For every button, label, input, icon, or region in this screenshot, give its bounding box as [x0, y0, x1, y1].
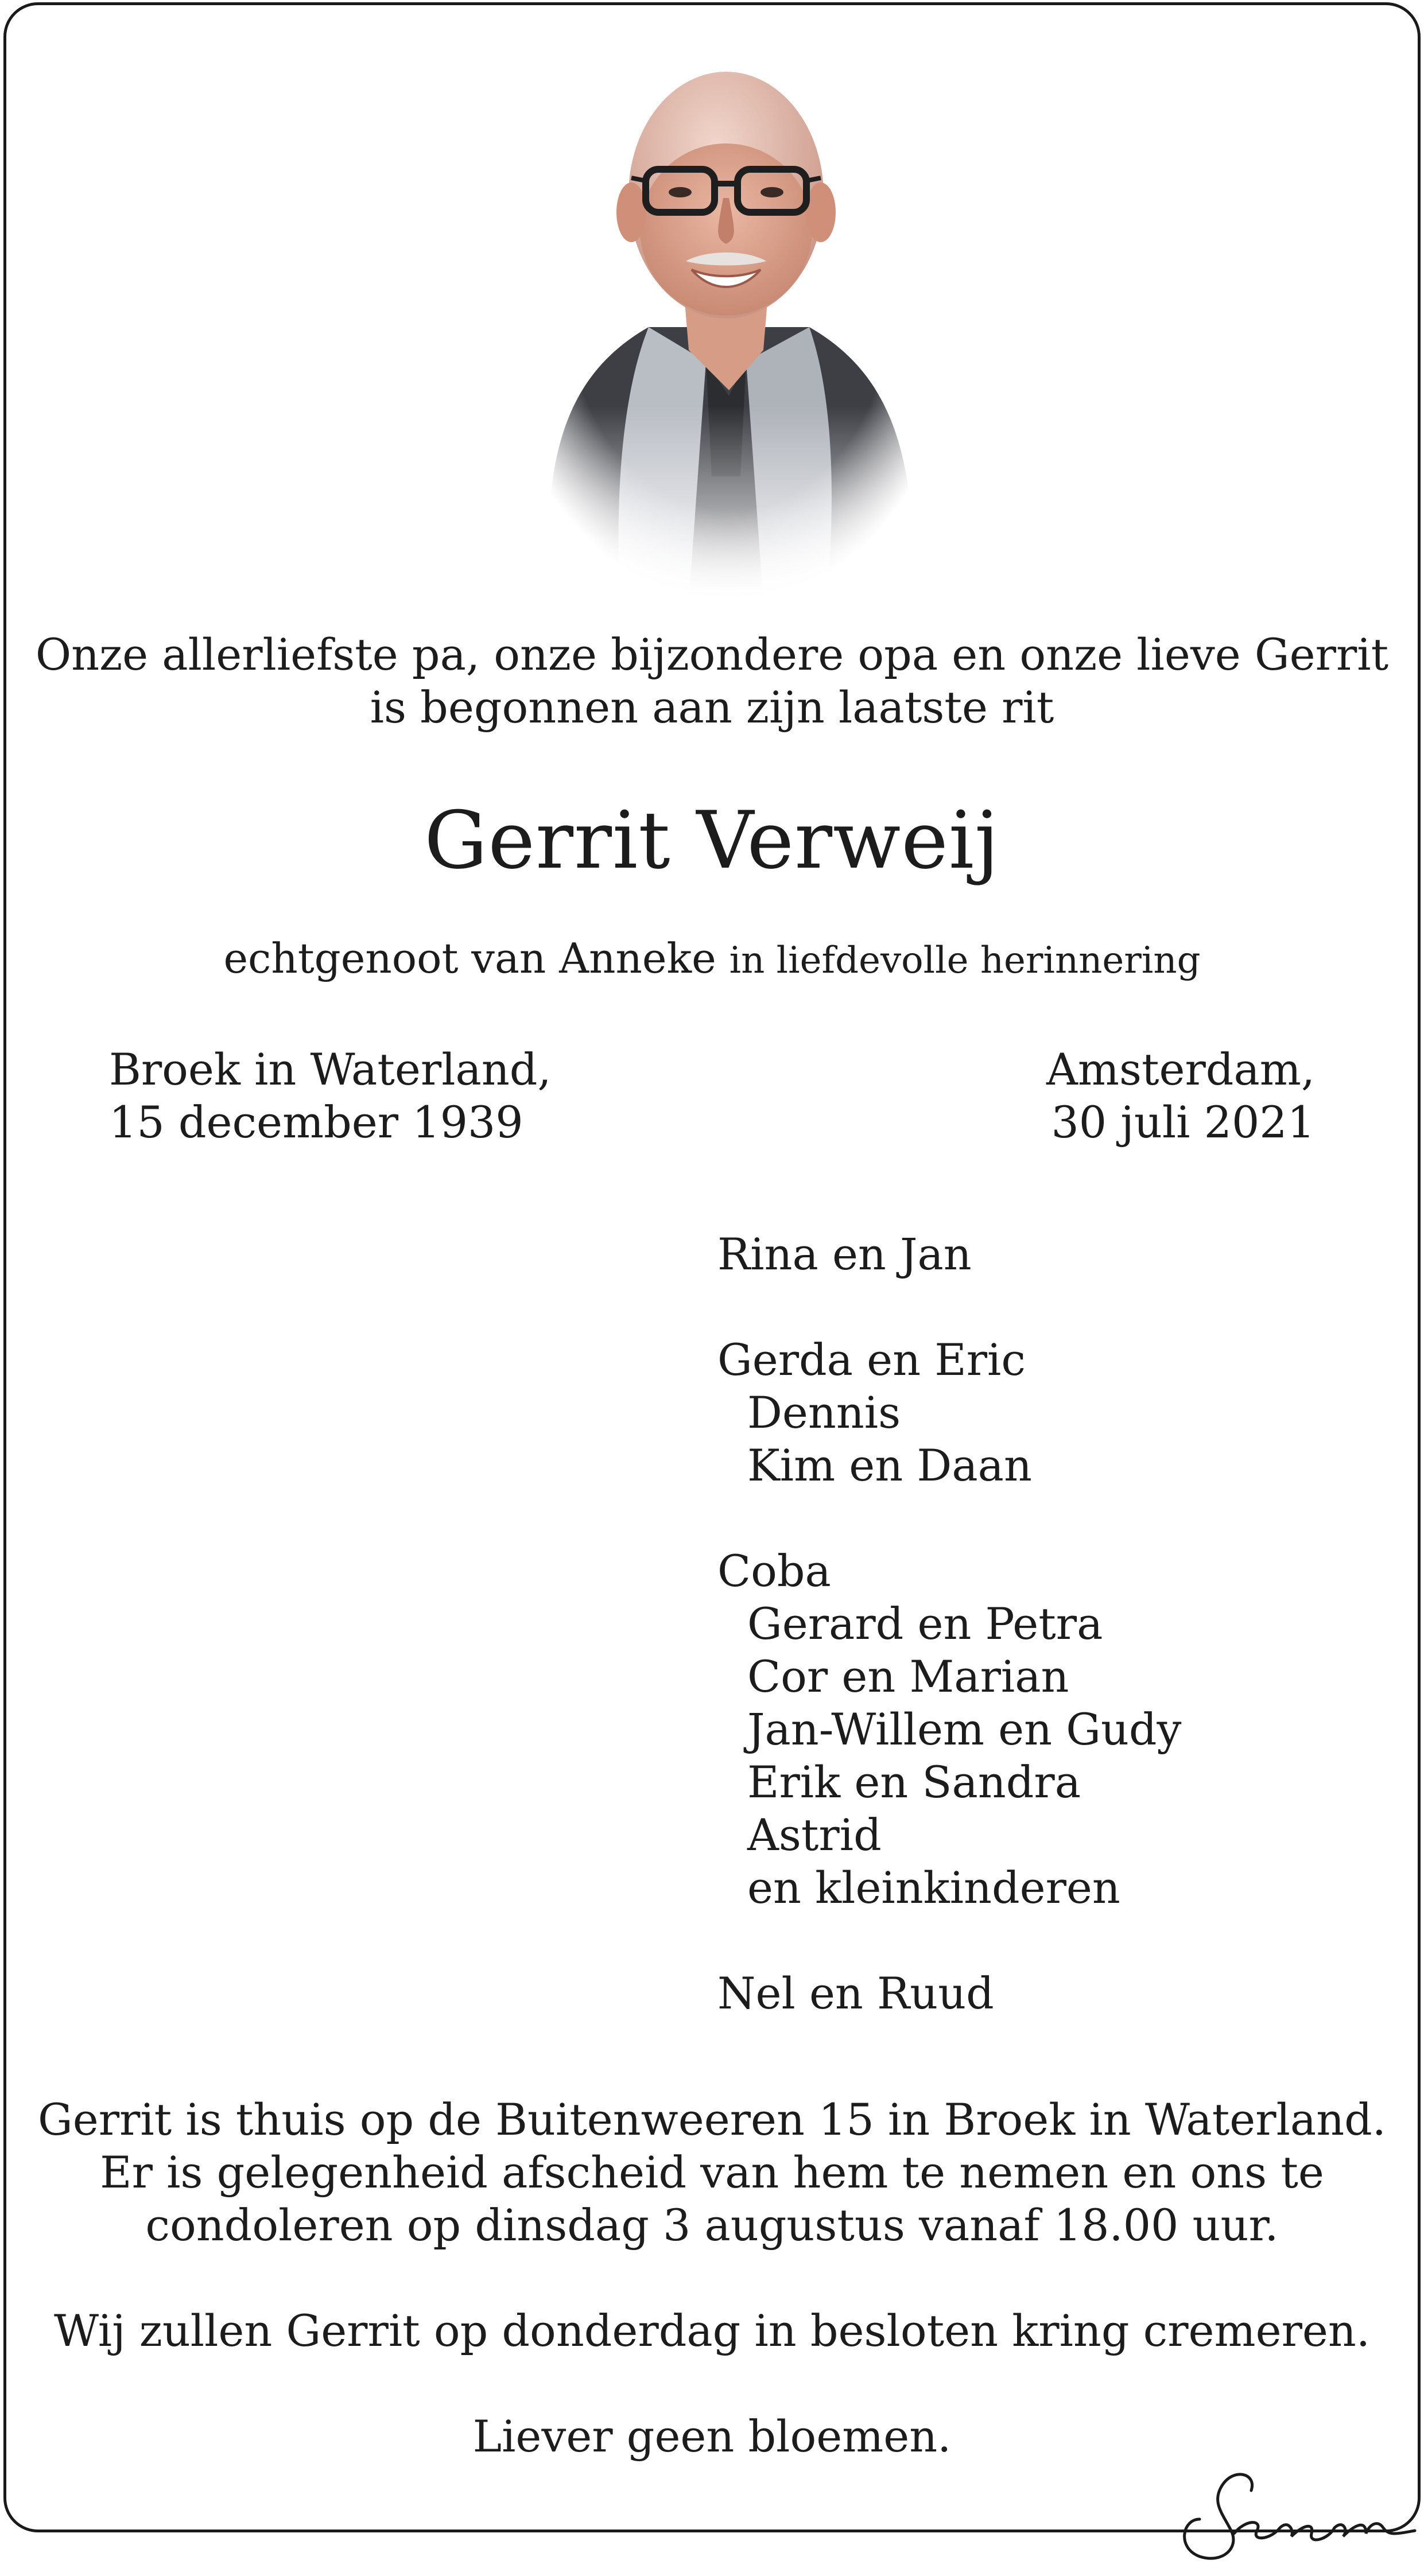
- family-child: Kim en Daan: [747, 1440, 1032, 1491]
- closing-line: Gerrit is thuis op de Buitenweeren 15 in Broek in Waterland.: [38, 2094, 1386, 2145]
- spouse-suffix: in liefdevolle herinnering: [729, 939, 1201, 982]
- closing-paragraph-3: Liever geen bloemen.: [472, 2411, 952, 2462]
- closing-line: Er is gelegenheid afscheid van hem te nemen en ons te: [100, 2147, 1324, 2198]
- family-child: Erik en Sandra: [747, 1757, 1081, 1808]
- family-main: Nel en Ruud: [717, 1968, 994, 2019]
- portrait-photo: [517, 40, 941, 603]
- spouse-line: [0, 933, 1424, 986]
- deceased-name: Gerrit Verweij: [424, 794, 1000, 887]
- family-child: Jan-Willem en Gudy: [747, 1704, 1182, 1755]
- family-main: Coba: [717, 1545, 831, 1596]
- family-group: [717, 1228, 1181, 1281]
- family-group: [717, 1545, 1181, 1914]
- spouse-text: echtgenoot van Anneke: [223, 934, 716, 982]
- family-main: Rina en Jan: [717, 1229, 972, 1280]
- closing-line: condoleren op dinsdag 3 augustus vanaf 18.00 uur.: [145, 2200, 1279, 2251]
- family-child: en kleinkinderen: [747, 1862, 1120, 1913]
- family-child: Dennis: [747, 1387, 901, 1438]
- signature-logo: [1177, 2433, 1418, 2571]
- birth-info: [109, 1043, 552, 1149]
- death-date: 30 juli 2021: [1051, 1097, 1315, 1148]
- death-info: [1046, 1043, 1315, 1149]
- birth-place: Broek in Waterland,: [109, 1044, 552, 1095]
- family-main: Gerda en Eric: [717, 1334, 1026, 1385]
- closing-text: [0, 2093, 1424, 2463]
- family-child: Gerard en Petra: [747, 1598, 1103, 1649]
- intro-text: [0, 628, 1424, 734]
- birth-date: 15 december 1939: [109, 1097, 523, 1148]
- family-group: [717, 1967, 1181, 2020]
- family-child: Astrid: [747, 1809, 882, 1860]
- death-place: Amsterdam,: [1046, 1044, 1315, 1095]
- closing-paragraph-2: Wij zullen Gerrit op donderdag in besloten kring cremeren.: [54, 2305, 1370, 2356]
- intro-line-1: Onze allerliefste pa, onze bijzondere opa en onze lieve Gerrit: [35, 629, 1389, 680]
- family-group: [717, 1334, 1181, 1492]
- family-list: [717, 1228, 1181, 2020]
- family-child: Cor en Marian: [747, 1651, 1069, 1702]
- closing-paragraph-1: [0, 2093, 1424, 2252]
- intro-line-2: is begonnen aan zijn laatste rit: [370, 682, 1054, 733]
